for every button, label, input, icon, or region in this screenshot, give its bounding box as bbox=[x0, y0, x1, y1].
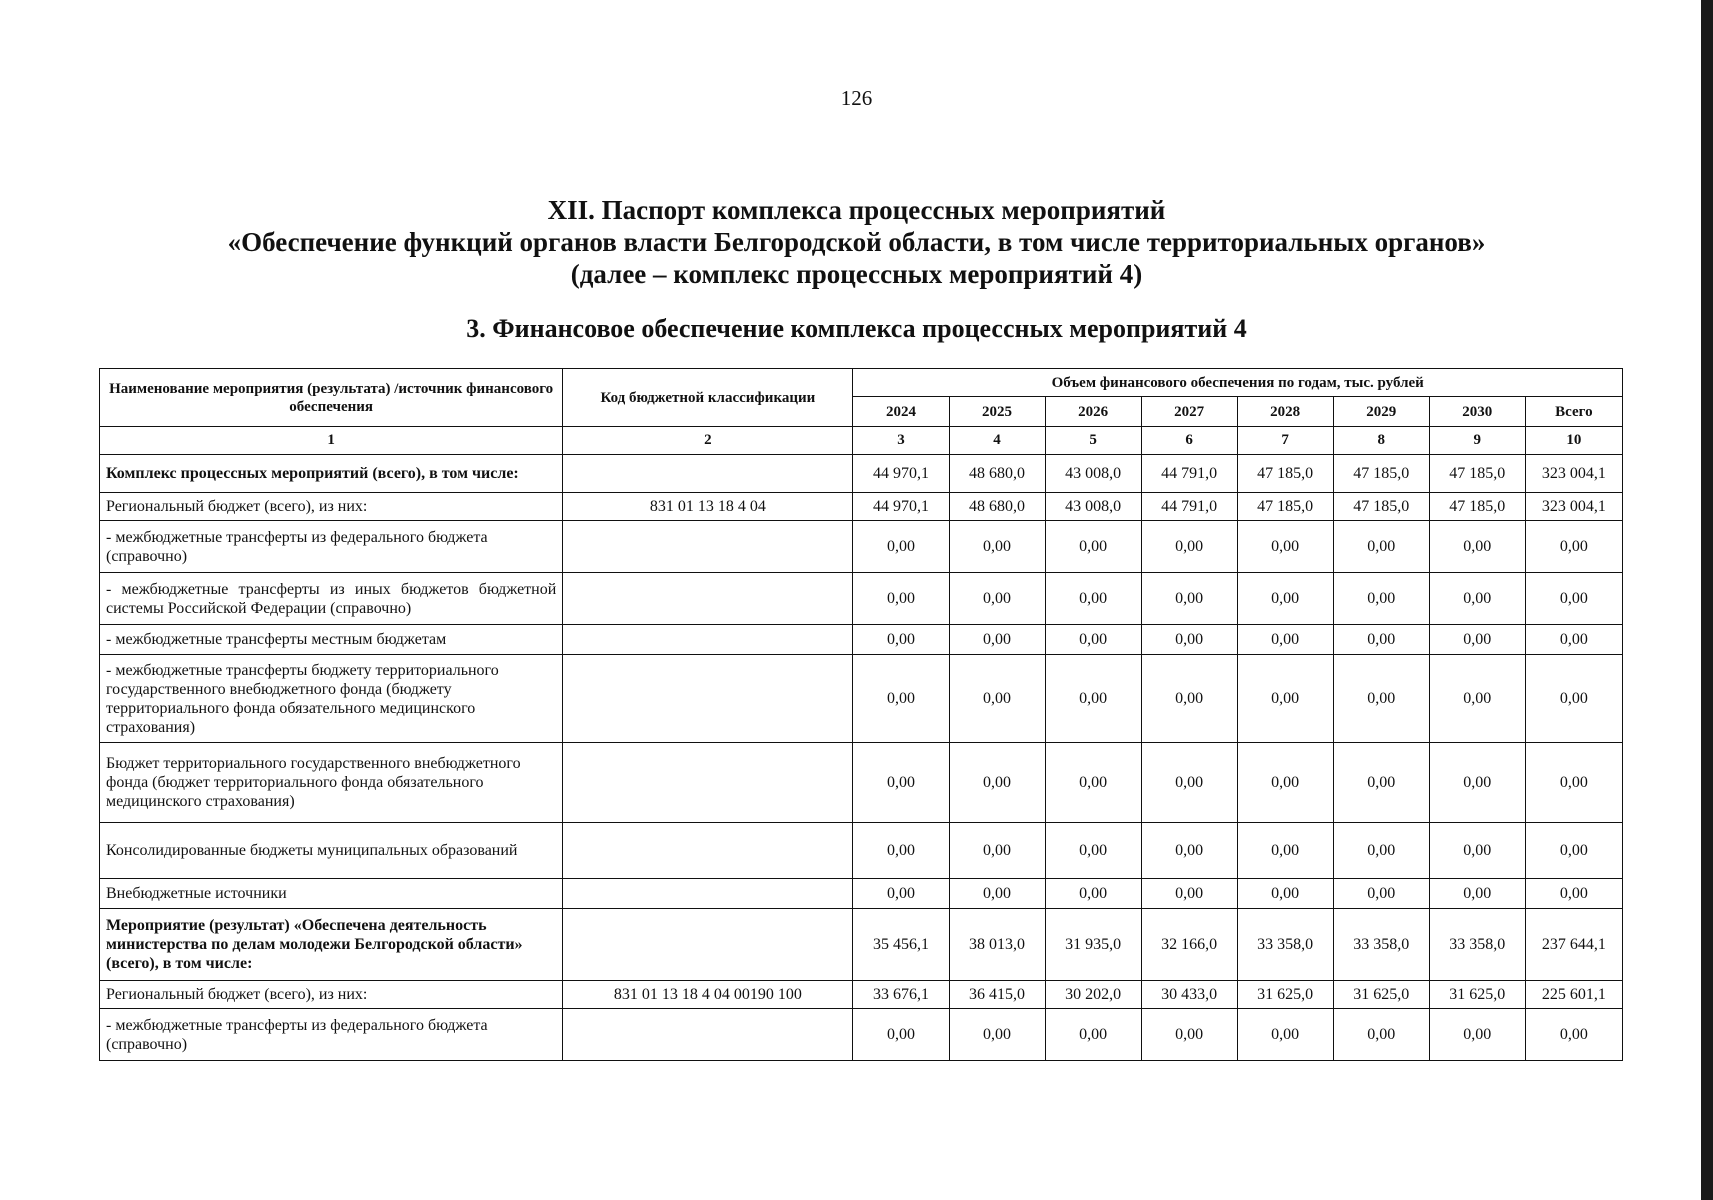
row-value: 33 358,0 bbox=[1429, 909, 1525, 981]
column-number: 7 bbox=[1237, 427, 1333, 455]
row-name: - межбюджетные трансферты из иных бюджетов бюджетной системы Российской Федерации (справочно) bbox=[100, 573, 563, 625]
row-value: 47 185,0 bbox=[1429, 493, 1525, 521]
header-year: 2025 bbox=[949, 397, 1045, 427]
row-value: 38 013,0 bbox=[949, 909, 1045, 981]
row-value: 0,00 bbox=[949, 625, 1045, 655]
row-value: 0,00 bbox=[1333, 655, 1429, 743]
header-name: Наименование мероприятия (результата) /источник финансового обеспечения bbox=[100, 369, 563, 427]
row-value: 33 358,0 bbox=[1333, 909, 1429, 981]
column-number: 8 bbox=[1333, 427, 1429, 455]
header-year: 2030 bbox=[1429, 397, 1525, 427]
row-value: 0,00 bbox=[1141, 823, 1237, 879]
row-value: 0,00 bbox=[1141, 573, 1237, 625]
row-total: 323 004,1 bbox=[1525, 455, 1622, 493]
row-code: 831 01 13 18 4 04 00190 100 bbox=[563, 981, 853, 1009]
row-value: 0,00 bbox=[1429, 625, 1525, 655]
row-code bbox=[563, 625, 853, 655]
row-value: 0,00 bbox=[1429, 655, 1525, 743]
row-value: 0,00 bbox=[853, 823, 949, 879]
table-row bbox=[100, 981, 1623, 1009]
row-name: - межбюджетные трансферты из федерального бюджета (справочно) bbox=[100, 1009, 563, 1061]
row-total: 225 601,1 bbox=[1525, 981, 1622, 1009]
header-total: Всего bbox=[1525, 397, 1622, 427]
table-row bbox=[100, 573, 1623, 625]
row-code: 831 01 13 18 4 04 bbox=[563, 493, 853, 521]
column-number: 6 bbox=[1141, 427, 1237, 455]
row-value: 32 166,0 bbox=[1141, 909, 1237, 981]
row-value: 0,00 bbox=[1429, 879, 1525, 909]
row-value: 47 185,0 bbox=[1237, 493, 1333, 521]
row-value: 0,00 bbox=[1333, 1009, 1429, 1061]
header-code: Код бюджетной классификации bbox=[563, 369, 853, 427]
row-name: - межбюджетные трансферты из федерального бюджета (справочно) bbox=[100, 521, 563, 573]
row-value: 0,00 bbox=[1429, 823, 1525, 879]
row-code bbox=[563, 573, 853, 625]
row-value: 0,00 bbox=[1237, 823, 1333, 879]
row-value: 44 791,0 bbox=[1141, 493, 1237, 521]
column-number: 9 bbox=[1429, 427, 1525, 455]
row-value: 31 625,0 bbox=[1429, 981, 1525, 1009]
row-total: 0,00 bbox=[1525, 655, 1622, 743]
row-value: 30 202,0 bbox=[1045, 981, 1141, 1009]
row-name: Региональный бюджет (всего), из них: bbox=[100, 981, 563, 1009]
row-value: 0,00 bbox=[1045, 521, 1141, 573]
title-line-3: (далее – комплекс процессных мероприятий 4) bbox=[570, 259, 1143, 289]
row-value: 0,00 bbox=[1045, 625, 1141, 655]
table-row bbox=[100, 625, 1623, 655]
row-value: 0,00 bbox=[1045, 573, 1141, 625]
row-value: 48 680,0 bbox=[949, 455, 1045, 493]
row-value: 0,00 bbox=[853, 655, 949, 743]
column-number: 1 bbox=[100, 427, 563, 455]
row-value: 0,00 bbox=[1429, 573, 1525, 625]
row-total: 0,00 bbox=[1525, 743, 1622, 823]
row-value: 47 185,0 bbox=[1237, 455, 1333, 493]
row-value: 0,00 bbox=[1333, 823, 1429, 879]
financing-table bbox=[99, 368, 1623, 1061]
row-total: 0,00 bbox=[1525, 625, 1622, 655]
row-total: 237 644,1 bbox=[1525, 909, 1622, 981]
row-total: 0,00 bbox=[1525, 1009, 1622, 1061]
title-line-1: XII. Паспорт комплекса процессных мероприятий bbox=[547, 195, 1166, 225]
row-name: Комплекс процессных мероприятий (всего), в том числе: bbox=[100, 455, 563, 493]
row-value: 0,00 bbox=[1333, 573, 1429, 625]
row-name: - межбюджетные трансферты бюджету территориального государственного внебюджетного фонда (бюджету территориального фонда обязательного медицинского страхования) bbox=[100, 655, 563, 743]
row-value: 0,00 bbox=[1237, 625, 1333, 655]
row-name: Консолидированные бюджеты муниципальных образований bbox=[100, 823, 563, 879]
row-value: 47 185,0 bbox=[1333, 455, 1429, 493]
row-value: 0,00 bbox=[1429, 1009, 1525, 1061]
row-value: 0,00 bbox=[853, 625, 949, 655]
row-total: 0,00 bbox=[1525, 521, 1622, 573]
row-value: 0,00 bbox=[1237, 655, 1333, 743]
table-row bbox=[100, 909, 1623, 981]
column-number: 4 bbox=[949, 427, 1045, 455]
row-code bbox=[563, 655, 853, 743]
row-value: 0,00 bbox=[853, 573, 949, 625]
row-value: 0,00 bbox=[853, 1009, 949, 1061]
row-value: 0,00 bbox=[1429, 521, 1525, 573]
column-number-row bbox=[100, 427, 1623, 455]
table-row bbox=[100, 655, 1623, 743]
row-value: 0,00 bbox=[1333, 879, 1429, 909]
row-value: 0,00 bbox=[1333, 521, 1429, 573]
row-value: 30 433,0 bbox=[1141, 981, 1237, 1009]
row-value: 0,00 bbox=[949, 521, 1045, 573]
row-value: 0,00 bbox=[1045, 655, 1141, 743]
title-line-2: «Обеспечение функций органов власти Белгородской области, в том числе территориальных органов» bbox=[227, 227, 1486, 257]
row-value: 0,00 bbox=[949, 743, 1045, 823]
table-row bbox=[100, 823, 1623, 879]
row-value: 0,00 bbox=[1141, 879, 1237, 909]
header-year: 2029 bbox=[1333, 397, 1429, 427]
row-value: 43 008,0 bbox=[1045, 493, 1141, 521]
row-value: 31 625,0 bbox=[1333, 981, 1429, 1009]
row-value: 0,00 bbox=[949, 573, 1045, 625]
header-year: 2028 bbox=[1237, 397, 1333, 427]
section-subtitle: 3. Финансовое обеспечение комплекса процессных мероприятий 4 bbox=[466, 314, 1247, 343]
row-value: 44 970,1 bbox=[853, 493, 949, 521]
row-value: 47 185,0 bbox=[1429, 455, 1525, 493]
row-total: 323 004,1 bbox=[1525, 493, 1622, 521]
row-value: 0,00 bbox=[1045, 879, 1141, 909]
row-code bbox=[563, 743, 853, 823]
row-name: Мероприятие (результат) «Обеспечена деятельность министерства по делам молодежи Белгородской области» (всего), в том числе: bbox=[100, 909, 563, 981]
row-value: 0,00 bbox=[1237, 521, 1333, 573]
row-value: 36 415,0 bbox=[949, 981, 1045, 1009]
row-value: 33 358,0 bbox=[1237, 909, 1333, 981]
row-value: 0,00 bbox=[949, 655, 1045, 743]
table-row bbox=[100, 455, 1623, 493]
row-value: 44 970,1 bbox=[853, 455, 949, 493]
row-value: 48 680,0 bbox=[949, 493, 1045, 521]
column-number: 3 bbox=[853, 427, 949, 455]
header-volume: Объем финансового обеспечения по годам, тыс. рублей bbox=[853, 369, 1623, 397]
table-row bbox=[100, 521, 1623, 573]
row-value: 0,00 bbox=[853, 743, 949, 823]
row-value: 0,00 bbox=[1333, 625, 1429, 655]
row-code bbox=[563, 879, 853, 909]
row-code bbox=[563, 455, 853, 493]
row-name: Региональный бюджет (всего), из них: bbox=[100, 493, 563, 521]
header-year: 2026 bbox=[1045, 397, 1141, 427]
row-value: 0,00 bbox=[949, 879, 1045, 909]
row-value: 0,00 bbox=[1333, 743, 1429, 823]
row-value: 0,00 bbox=[1141, 1009, 1237, 1061]
row-value: 0,00 bbox=[1141, 625, 1237, 655]
column-number: 5 bbox=[1045, 427, 1141, 455]
row-value: 0,00 bbox=[1045, 1009, 1141, 1061]
row-value: 33 676,1 bbox=[853, 981, 949, 1009]
scan-edge bbox=[1701, 0, 1713, 1200]
row-value: 0,00 bbox=[1237, 573, 1333, 625]
row-name: Внебюджетные источники bbox=[100, 879, 563, 909]
row-value: 0,00 bbox=[1141, 655, 1237, 743]
row-code bbox=[563, 823, 853, 879]
row-value: 31 625,0 bbox=[1237, 981, 1333, 1009]
table-row bbox=[100, 743, 1623, 823]
row-value: 0,00 bbox=[1237, 879, 1333, 909]
row-value: 0,00 bbox=[1141, 521, 1237, 573]
row-value: 0,00 bbox=[949, 1009, 1045, 1061]
row-total: 0,00 bbox=[1525, 823, 1622, 879]
row-name: Бюджет территориального государственного внебюджетного фонда (бюджет территориального фонда обязательного медицинского страхования) bbox=[100, 743, 563, 823]
row-value: 0,00 bbox=[949, 823, 1045, 879]
column-number: 10 bbox=[1525, 427, 1622, 455]
row-value: 0,00 bbox=[1429, 743, 1525, 823]
row-total: 0,00 bbox=[1525, 573, 1622, 625]
row-value: 0,00 bbox=[1045, 743, 1141, 823]
table-row bbox=[100, 1009, 1623, 1061]
document-title bbox=[0, 194, 1713, 290]
row-value: 43 008,0 bbox=[1045, 455, 1141, 493]
row-code bbox=[563, 521, 853, 573]
table-row bbox=[100, 493, 1623, 521]
table-row bbox=[100, 879, 1623, 909]
row-total: 0,00 bbox=[1525, 879, 1622, 909]
header-year: 2024 bbox=[853, 397, 949, 427]
page-number: 126 bbox=[840, 86, 873, 110]
row-value: 0,00 bbox=[1237, 1009, 1333, 1061]
column-number: 2 bbox=[563, 427, 853, 455]
row-value: 0,00 bbox=[853, 521, 949, 573]
row-name: - межбюджетные трансферты местным бюджетам bbox=[100, 625, 563, 655]
row-value: 44 791,0 bbox=[1141, 455, 1237, 493]
row-value: 0,00 bbox=[853, 879, 949, 909]
header-year: 2027 bbox=[1141, 397, 1237, 427]
row-value: 31 935,0 bbox=[1045, 909, 1141, 981]
row-code bbox=[563, 1009, 853, 1061]
row-value: 0,00 bbox=[1141, 743, 1237, 823]
row-value: 47 185,0 bbox=[1333, 493, 1429, 521]
row-value: 35 456,1 bbox=[853, 909, 949, 981]
row-code bbox=[563, 909, 853, 981]
row-value: 0,00 bbox=[1237, 743, 1333, 823]
row-value: 0,00 bbox=[1045, 823, 1141, 879]
